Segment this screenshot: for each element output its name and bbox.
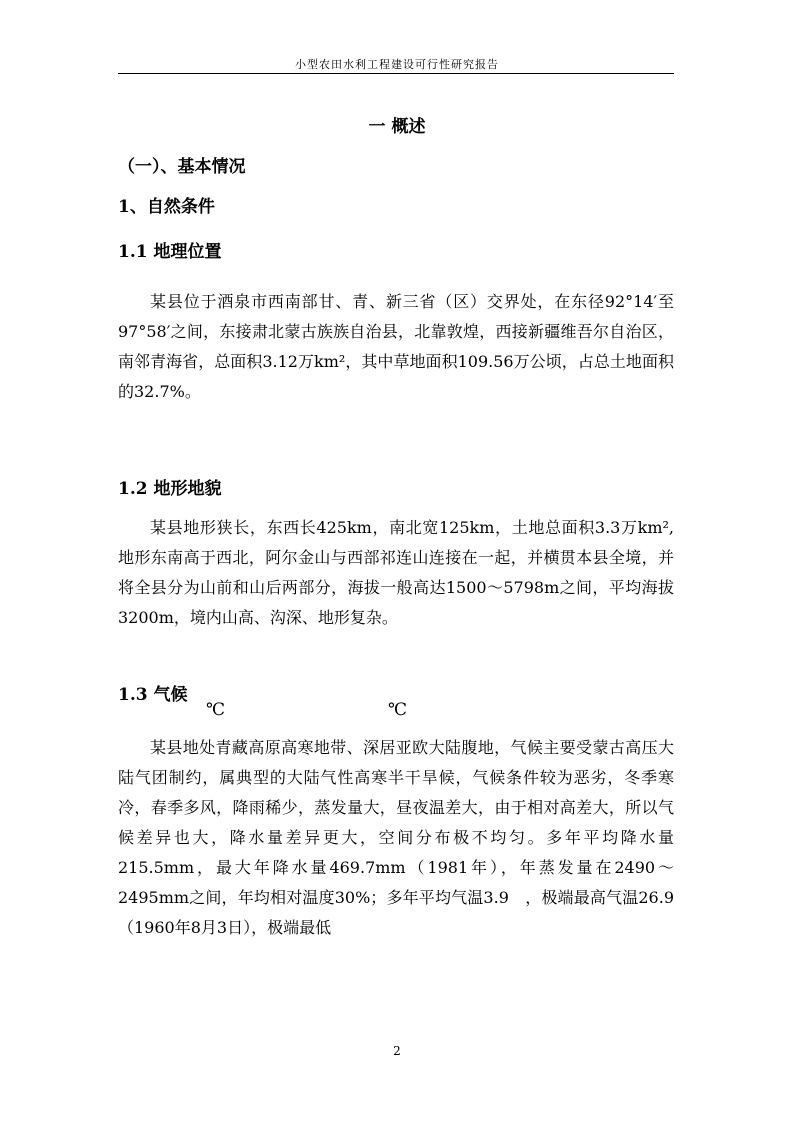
degree-symbol: ℃ [388, 700, 408, 720]
chapter-title: 一 概述 [368, 117, 426, 137]
page-number: 2 [393, 1044, 401, 1058]
heading-terrain: 1.2 地形地貌 [118, 479, 222, 499]
degree-symbol: ℃ [206, 700, 226, 720]
paragraph-climate: 某县地处青藏高原高寒地带、深居亚欧大陆腹地，气候主要受蒙古高压大陆气团制约，属典型的大陆气性高寒半干旱候，气候条件较为恶劣，冬季寒冷，春季多风，降雨稀少，蒸发量大，昼夜温差大，由于相对高差大，所以气候差异也大，降水量差异更大，空间分布极不均匀。多年平均降水量215.5mm，最大年降水量469.7mm（1981年），年蒸发量在2490～2495mm之间，年均相对温度30%；多年平均气温3.9 ，极端最高气温26.9 （1960年8月3日），极端最低 [118, 738, 691, 937]
paragraph-terrain: 某县地形狭长，东西长425km，南北宽125km，土地总面积3.3万km²,地形东南高于西北，阿尔金山与西部祁连山连接在一起，并横贯本县全境，并将全县分为山前和山后两部分，海拔一般高达1500～5798m之间，平均海拔3200m，境内山高、沟深、地形复杂。 [118, 518, 674, 627]
header-rule [118, 73, 674, 74]
header-title: 小型农田水利工程建设可行性研究报告 [295, 58, 499, 71]
subsection-natural-conditions: 1、自然条件 [118, 197, 215, 217]
paragraph-geographic-location: 某县位于酒泉市西南部甘、青、新三省（区）交界处，在东径92°14′至97°58′之间，东接肃北蒙古族族自治县，北靠敦煌，西接新疆维吾尔自治区，南邻青海省，总面积3.12万km²，其中草地面积109.56万公顷，占总土地面积的32.7%。 [118, 292, 674, 401]
heading-geographic-location: 1.1 地理位置 [118, 242, 222, 262]
heading-climate: 1.3 气候 [118, 685, 188, 705]
section-title: （一）、基本情况 [118, 157, 246, 177]
